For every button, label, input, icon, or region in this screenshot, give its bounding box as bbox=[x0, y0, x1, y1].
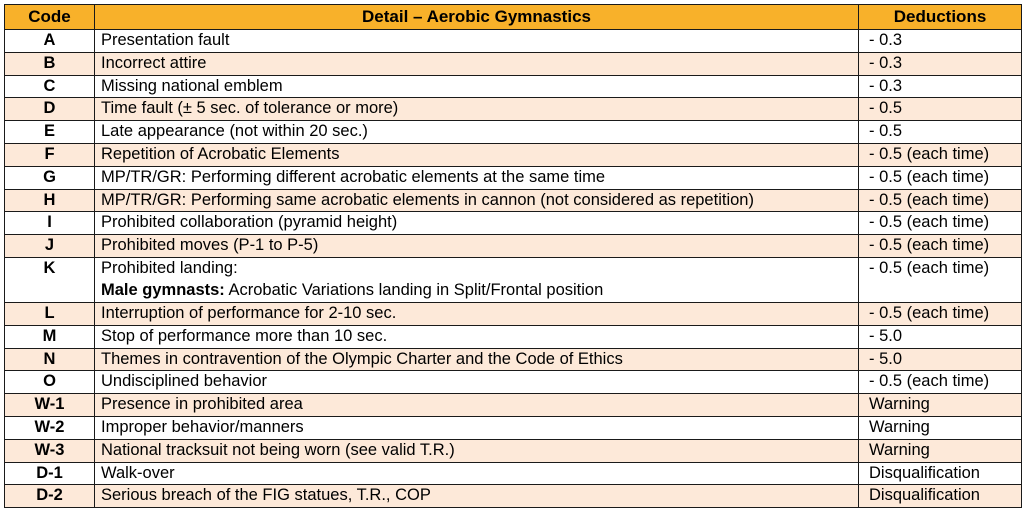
table-row bbox=[5, 143, 1022, 166]
table-row bbox=[5, 485, 1022, 508]
row-detail: Presence in prohibited area bbox=[95, 394, 859, 417]
row-deduction: - 0.3 bbox=[859, 75, 1022, 98]
row-deduction: - 0.3 bbox=[859, 52, 1022, 75]
row-deduction: - 0.5 (each time) bbox=[859, 166, 1022, 189]
row-detail: Walk-over bbox=[95, 462, 859, 485]
table-row bbox=[5, 302, 1022, 325]
row-code: B bbox=[5, 52, 95, 75]
row-code: C bbox=[5, 75, 95, 98]
row-deduction: - 5.0 bbox=[859, 348, 1022, 371]
row-detail bbox=[95, 257, 859, 302]
table-row bbox=[5, 325, 1022, 348]
row-detail: Missing national emblem bbox=[95, 75, 859, 98]
row-code: W-3 bbox=[5, 439, 95, 462]
row-detail-line2-text: Acrobatic Variations landing in Split/Frontal position bbox=[224, 280, 604, 299]
row-deduction: - 0.5 (each time) bbox=[859, 257, 1022, 302]
table-row bbox=[5, 98, 1022, 121]
row-code: H bbox=[5, 189, 95, 212]
header-detail: Detail – Aerobic Gymnastics bbox=[95, 5, 859, 30]
row-code: J bbox=[5, 235, 95, 258]
header-deductions: Deductions bbox=[859, 5, 1022, 30]
row-detail: Stop of performance more than 10 sec. bbox=[95, 325, 859, 348]
table-row bbox=[5, 257, 1022, 302]
row-deduction: Disqualification bbox=[859, 462, 1022, 485]
table-row bbox=[5, 394, 1022, 417]
row-code: F bbox=[5, 143, 95, 166]
table-row bbox=[5, 30, 1022, 53]
row-detail: Themes in contravention of the Olympic Charter and the Code of Ethics bbox=[95, 348, 859, 371]
row-deduction: - 0.5 (each time) bbox=[859, 143, 1022, 166]
row-deduction: Warning bbox=[859, 394, 1022, 417]
table-row bbox=[5, 439, 1022, 462]
row-deduction: - 5.0 bbox=[859, 325, 1022, 348]
row-deduction: Warning bbox=[859, 416, 1022, 439]
row-detail: Interruption of performance for 2-10 sec. bbox=[95, 302, 859, 325]
row-code: M bbox=[5, 325, 95, 348]
row-detail: MP/TR/GR: Performing different acrobatic elements at the same time bbox=[95, 166, 859, 189]
row-deduction: Warning bbox=[859, 439, 1022, 462]
row-code: I bbox=[5, 212, 95, 235]
row-detail: Repetition of Acrobatic Elements bbox=[95, 143, 859, 166]
row-code: G bbox=[5, 166, 95, 189]
row-detail: MP/TR/GR: Performing same acrobatic elements in cannon (not considered as repetition) bbox=[95, 189, 859, 212]
row-detail: Undisciplined behavior bbox=[95, 371, 859, 394]
row-detail: Improper behavior/manners bbox=[95, 416, 859, 439]
row-deduction: - 0.5 (each time) bbox=[859, 212, 1022, 235]
table-row bbox=[5, 416, 1022, 439]
row-detail-line1: Prohibited landing: bbox=[101, 258, 238, 277]
table-row bbox=[5, 371, 1022, 394]
row-detail: Time fault (± 5 sec. of tolerance or more) bbox=[95, 98, 859, 121]
row-detail: National tracksuit not being worn (see valid T.R.) bbox=[95, 439, 859, 462]
table-row bbox=[5, 462, 1022, 485]
row-detail: Prohibited moves (P-1 to P-5) bbox=[95, 235, 859, 258]
row-code: W-2 bbox=[5, 416, 95, 439]
row-deduction: Disqualification bbox=[859, 485, 1022, 508]
row-code: W-1 bbox=[5, 394, 95, 417]
row-deduction: - 0.5 (each time) bbox=[859, 371, 1022, 394]
row-code: E bbox=[5, 121, 95, 144]
row-code: K bbox=[5, 257, 95, 302]
row-code: D-1 bbox=[5, 462, 95, 485]
table-row bbox=[5, 52, 1022, 75]
row-detail: Incorrect attire bbox=[95, 52, 859, 75]
row-deduction: - 0.5 (each time) bbox=[859, 235, 1022, 258]
row-code: D bbox=[5, 98, 95, 121]
row-code: N bbox=[5, 348, 95, 371]
deductions-table bbox=[4, 4, 1022, 508]
row-code: L bbox=[5, 302, 95, 325]
row-deduction: - 0.5 bbox=[859, 121, 1022, 144]
row-detail: Late appearance (not within 20 sec.) bbox=[95, 121, 859, 144]
row-detail: Presentation fault bbox=[95, 30, 859, 53]
row-deduction: - 0.5 (each time) bbox=[859, 302, 1022, 325]
header-code: Code bbox=[5, 5, 95, 30]
table-row bbox=[5, 121, 1022, 144]
table-row bbox=[5, 348, 1022, 371]
row-deduction: - 0.5 (each time) bbox=[859, 189, 1022, 212]
table-row bbox=[5, 212, 1022, 235]
table-row bbox=[5, 235, 1022, 258]
row-code: A bbox=[5, 30, 95, 53]
row-code: D-2 bbox=[5, 485, 95, 508]
row-code: O bbox=[5, 371, 95, 394]
table-row bbox=[5, 189, 1022, 212]
row-detail-line2 bbox=[101, 280, 852, 302]
row-detail-bold-prefix: Male gymnasts: bbox=[101, 280, 225, 299]
table-row bbox=[5, 166, 1022, 189]
row-detail: Prohibited collaboration (pyramid height) bbox=[95, 212, 859, 235]
row-detail: Serious breach of the FIG statues, T.R., COP bbox=[95, 485, 859, 508]
row-deduction: - 0.3 bbox=[859, 30, 1022, 53]
row-deduction: - 0.5 bbox=[859, 98, 1022, 121]
table-header-row bbox=[5, 5, 1022, 30]
table-row bbox=[5, 75, 1022, 98]
